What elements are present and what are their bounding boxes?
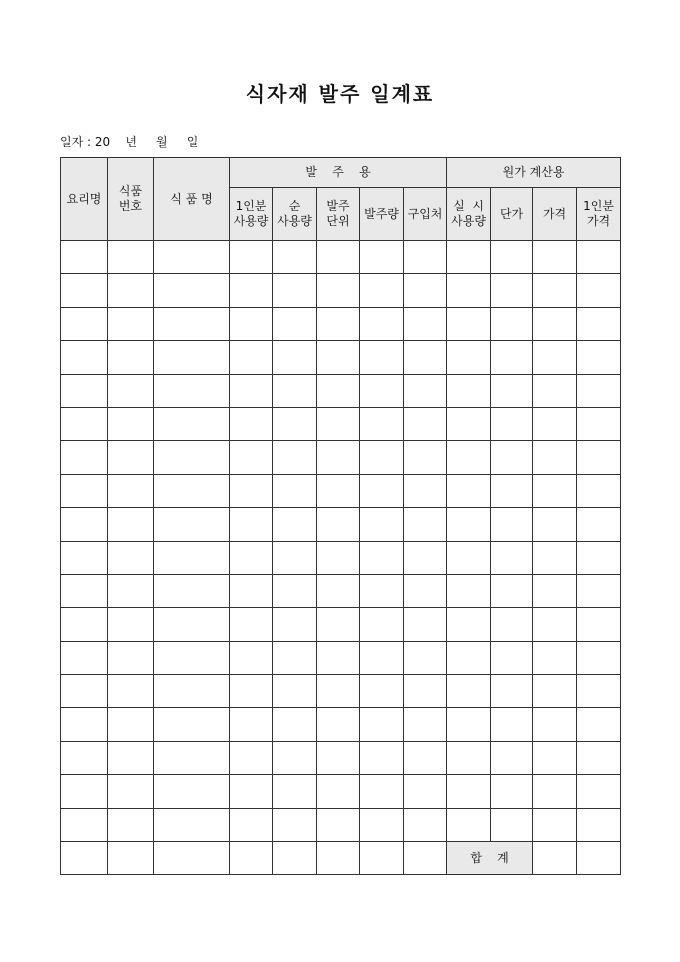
table-row bbox=[61, 675, 621, 708]
total-label: 합 계 bbox=[447, 842, 533, 875]
order-sheet-table bbox=[60, 157, 621, 875]
date-line: 일자 : 20 년 월 일 bbox=[60, 135, 199, 149]
table-row bbox=[61, 775, 621, 808]
table-cell[interactable] bbox=[230, 341, 273, 374]
table-cell[interactable] bbox=[273, 307, 317, 340]
table-cell[interactable] bbox=[273, 842, 317, 875]
table-cell[interactable] bbox=[360, 641, 404, 674]
table-cell[interactable] bbox=[404, 775, 447, 808]
table-cell[interactable] bbox=[154, 708, 230, 741]
header-food-number: 식품 번호 bbox=[108, 158, 154, 241]
table-cell[interactable] bbox=[108, 842, 154, 875]
table-cell[interactable] bbox=[577, 675, 621, 708]
table-cell[interactable] bbox=[533, 307, 577, 340]
table-cell[interactable] bbox=[533, 407, 577, 440]
table-cell[interactable] bbox=[491, 307, 533, 340]
table-cell[interactable] bbox=[404, 341, 447, 374]
table-cell[interactable] bbox=[533, 474, 577, 507]
table-cell[interactable] bbox=[61, 474, 108, 507]
table-cell[interactable] bbox=[404, 307, 447, 340]
table-cell[interactable] bbox=[577, 508, 621, 541]
table-cell[interactable] bbox=[404, 641, 447, 674]
table-cell[interactable] bbox=[404, 708, 447, 741]
table-cell[interactable] bbox=[447, 574, 491, 607]
table-row bbox=[61, 474, 621, 507]
table-cell[interactable] bbox=[447, 274, 491, 307]
table-cell[interactable] bbox=[154, 808, 230, 841]
table-cell[interactable] bbox=[360, 508, 404, 541]
table-cell[interactable] bbox=[230, 842, 273, 875]
table-cell[interactable] bbox=[108, 441, 154, 474]
table-cell[interactable] bbox=[491, 407, 533, 440]
table-cell[interactable] bbox=[273, 608, 317, 641]
table-cell[interactable] bbox=[360, 675, 404, 708]
table-cell[interactable] bbox=[230, 508, 273, 541]
table-cell[interactable] bbox=[230, 241, 273, 274]
table-cell[interactable] bbox=[230, 441, 273, 474]
table-cell[interactable] bbox=[360, 842, 404, 875]
table-cell[interactable] bbox=[577, 407, 621, 440]
table-cell[interactable] bbox=[404, 842, 447, 875]
table-cell[interactable] bbox=[230, 541, 273, 574]
table-cell[interactable] bbox=[273, 775, 317, 808]
table-cell[interactable] bbox=[447, 641, 491, 674]
table-cell[interactable] bbox=[273, 741, 317, 774]
table-row bbox=[61, 641, 621, 674]
table-cell[interactable] bbox=[577, 741, 621, 774]
table-cell[interactable] bbox=[533, 241, 577, 274]
table-cell[interactable] bbox=[61, 307, 108, 340]
table-cell[interactable] bbox=[273, 374, 317, 407]
table-cell[interactable] bbox=[154, 274, 230, 307]
table-row bbox=[61, 341, 621, 374]
table-cell[interactable] bbox=[317, 641, 360, 674]
header-net-use: 순 사용량 bbox=[273, 188, 317, 241]
table-cell[interactable] bbox=[404, 441, 447, 474]
table-cell[interactable] bbox=[61, 708, 108, 741]
table-cell[interactable] bbox=[360, 808, 404, 841]
table-cell[interactable] bbox=[61, 775, 108, 808]
table-cell[interactable] bbox=[273, 241, 317, 274]
table-cell[interactable] bbox=[360, 341, 404, 374]
table-cell[interactable] bbox=[360, 441, 404, 474]
table-cell[interactable] bbox=[404, 241, 447, 274]
table-cell[interactable] bbox=[108, 741, 154, 774]
table-cell[interactable] bbox=[108, 641, 154, 674]
table-cell[interactable] bbox=[61, 407, 108, 440]
table-cell[interactable] bbox=[317, 574, 360, 607]
table-cell[interactable] bbox=[317, 541, 360, 574]
table-cell[interactable] bbox=[273, 808, 317, 841]
table-cell[interactable] bbox=[230, 708, 273, 741]
header-actual-use: 실 시 사용량 bbox=[447, 188, 491, 241]
table-cell[interactable] bbox=[491, 341, 533, 374]
table-cell[interactable] bbox=[273, 508, 317, 541]
table-cell[interactable] bbox=[108, 608, 154, 641]
header-row-1 bbox=[61, 158, 621, 188]
table-cell[interactable] bbox=[230, 474, 273, 507]
table-cell[interactable] bbox=[273, 675, 317, 708]
table-cell[interactable] bbox=[108, 407, 154, 440]
table-cell[interactable] bbox=[273, 407, 317, 440]
table-cell[interactable] bbox=[447, 541, 491, 574]
table-cell[interactable] bbox=[360, 775, 404, 808]
table-cell[interactable] bbox=[533, 274, 577, 307]
table-cell[interactable] bbox=[404, 608, 447, 641]
table-cell[interactable] bbox=[317, 341, 360, 374]
table-row bbox=[61, 274, 621, 307]
table-row bbox=[61, 374, 621, 407]
table-cell[interactable] bbox=[360, 608, 404, 641]
table-cell[interactable] bbox=[577, 808, 621, 841]
table-cell[interactable] bbox=[317, 842, 360, 875]
table-cell[interactable] bbox=[533, 741, 577, 774]
table-cell[interactable] bbox=[230, 808, 273, 841]
table-cell[interactable] bbox=[533, 374, 577, 407]
table-cell[interactable] bbox=[533, 641, 577, 674]
table-cell[interactable] bbox=[360, 741, 404, 774]
table-cell[interactable] bbox=[154, 842, 230, 875]
table-cell[interactable] bbox=[360, 407, 404, 440]
table-cell[interactable] bbox=[491, 741, 533, 774]
table-cell[interactable] bbox=[447, 808, 491, 841]
table-row bbox=[61, 574, 621, 607]
table-cell[interactable] bbox=[447, 474, 491, 507]
table-cell[interactable] bbox=[317, 274, 360, 307]
table-cell[interactable] bbox=[577, 441, 621, 474]
table-cell[interactable] bbox=[230, 274, 273, 307]
table-cell[interactable] bbox=[61, 541, 108, 574]
table-cell[interactable] bbox=[577, 274, 621, 307]
total-row bbox=[61, 842, 621, 875]
table-cell[interactable] bbox=[447, 508, 491, 541]
table-cell[interactable] bbox=[230, 641, 273, 674]
table-cell[interactable] bbox=[154, 508, 230, 541]
table-cell[interactable] bbox=[273, 474, 317, 507]
table-cell[interactable] bbox=[154, 675, 230, 708]
table-cell[interactable] bbox=[577, 374, 621, 407]
table-cell[interactable] bbox=[447, 407, 491, 440]
table-cell[interactable] bbox=[404, 407, 447, 440]
header-unit-price: 단가 bbox=[491, 188, 533, 241]
table-cell[interactable] bbox=[230, 675, 273, 708]
table-cell[interactable] bbox=[108, 307, 154, 340]
table-cell[interactable] bbox=[533, 508, 577, 541]
table-cell[interactable] bbox=[230, 374, 273, 407]
table-cell[interactable] bbox=[273, 541, 317, 574]
table-cell[interactable] bbox=[154, 741, 230, 774]
table-cell[interactable] bbox=[108, 808, 154, 841]
table-cell[interactable] bbox=[317, 708, 360, 741]
table-cell[interactable] bbox=[108, 574, 154, 607]
table-cell[interactable] bbox=[447, 307, 491, 340]
table-cell[interactable] bbox=[491, 374, 533, 407]
table-cell[interactable] bbox=[317, 407, 360, 440]
table-cell[interactable] bbox=[491, 241, 533, 274]
table-cell[interactable] bbox=[360, 374, 404, 407]
table-cell[interactable] bbox=[447, 341, 491, 374]
table-cell[interactable] bbox=[154, 307, 230, 340]
table-cell[interactable] bbox=[154, 574, 230, 607]
table-cell[interactable] bbox=[447, 374, 491, 407]
table-cell[interactable] bbox=[533, 541, 577, 574]
table-cell[interactable] bbox=[61, 808, 108, 841]
table-cell[interactable] bbox=[577, 608, 621, 641]
table-row bbox=[61, 441, 621, 474]
table-cell[interactable] bbox=[491, 508, 533, 541]
table-cell[interactable] bbox=[61, 842, 108, 875]
table-cell[interactable] bbox=[491, 775, 533, 808]
total-price-cell[interactable] bbox=[533, 842, 577, 875]
table-cell[interactable] bbox=[317, 808, 360, 841]
table-cell[interactable] bbox=[533, 708, 577, 741]
table-cell[interactable] bbox=[154, 775, 230, 808]
table-cell[interactable] bbox=[491, 441, 533, 474]
table-cell[interactable] bbox=[533, 574, 577, 607]
table-cell[interactable] bbox=[404, 374, 447, 407]
table-cell[interactable] bbox=[491, 274, 533, 307]
total-per-person-price-cell[interactable] bbox=[577, 842, 621, 875]
table-cell[interactable] bbox=[533, 675, 577, 708]
table-cell[interactable] bbox=[108, 675, 154, 708]
table-cell[interactable] bbox=[61, 374, 108, 407]
table-cell[interactable] bbox=[360, 474, 404, 507]
table-cell[interactable] bbox=[61, 508, 108, 541]
table-cell[interactable] bbox=[273, 341, 317, 374]
table-cell[interactable] bbox=[577, 341, 621, 374]
table-cell[interactable] bbox=[154, 474, 230, 507]
table-cell[interactable] bbox=[491, 708, 533, 741]
table-cell[interactable] bbox=[154, 608, 230, 641]
table-cell[interactable] bbox=[491, 574, 533, 607]
table-cell[interactable] bbox=[273, 274, 317, 307]
page-title: 식자재 발주 일계표 bbox=[245, 82, 435, 106]
table-cell[interactable] bbox=[154, 641, 230, 674]
table-cell[interactable] bbox=[447, 708, 491, 741]
table-cell[interactable] bbox=[230, 608, 273, 641]
table-cell[interactable] bbox=[360, 541, 404, 574]
table-cell[interactable] bbox=[273, 708, 317, 741]
table-row bbox=[61, 407, 621, 440]
table-cell[interactable] bbox=[108, 708, 154, 741]
table-cell[interactable] bbox=[447, 675, 491, 708]
table-cell[interactable] bbox=[108, 374, 154, 407]
table-cell[interactable] bbox=[230, 574, 273, 607]
header-per-person-use: 1인분 사용량 bbox=[230, 188, 273, 241]
table-cell[interactable] bbox=[447, 775, 491, 808]
table-cell[interactable] bbox=[491, 675, 533, 708]
table-cell[interactable] bbox=[154, 441, 230, 474]
table-cell[interactable] bbox=[491, 808, 533, 841]
table-cell[interactable] bbox=[317, 307, 360, 340]
table-cell[interactable] bbox=[491, 641, 533, 674]
table-cell[interactable] bbox=[577, 708, 621, 741]
table-cell[interactable] bbox=[317, 741, 360, 774]
table-row bbox=[61, 541, 621, 574]
table-cell[interactable] bbox=[317, 775, 360, 808]
table-row bbox=[61, 708, 621, 741]
table-cell[interactable] bbox=[317, 508, 360, 541]
table-cell[interactable] bbox=[154, 341, 230, 374]
table-cell[interactable] bbox=[273, 641, 317, 674]
table-cell[interactable] bbox=[577, 307, 621, 340]
table-row bbox=[61, 307, 621, 340]
table-cell[interactable] bbox=[108, 274, 154, 307]
table-cell[interactable] bbox=[317, 474, 360, 507]
table-cell[interactable] bbox=[360, 708, 404, 741]
table-cell[interactable] bbox=[317, 441, 360, 474]
table-cell[interactable] bbox=[108, 241, 154, 274]
table-cell[interactable] bbox=[61, 741, 108, 774]
table-cell[interactable] bbox=[360, 307, 404, 340]
table-cell[interactable] bbox=[230, 407, 273, 440]
table-cell[interactable] bbox=[360, 574, 404, 607]
table-cell[interactable] bbox=[577, 241, 621, 274]
table-cell[interactable] bbox=[108, 775, 154, 808]
table-cell[interactable] bbox=[273, 574, 317, 607]
table-cell[interactable] bbox=[61, 641, 108, 674]
header-food-name: 식 품 명 bbox=[154, 158, 230, 241]
table-cell[interactable] bbox=[317, 374, 360, 407]
table-row bbox=[61, 741, 621, 774]
table-cell[interactable] bbox=[491, 474, 533, 507]
table-cell[interactable] bbox=[404, 474, 447, 507]
table-cell[interactable] bbox=[491, 608, 533, 641]
header-per-person-price: 1인분 가격 bbox=[577, 188, 621, 241]
table-cell[interactable] bbox=[61, 241, 108, 274]
table-cell[interactable] bbox=[108, 508, 154, 541]
table-cell[interactable] bbox=[447, 441, 491, 474]
table-cell[interactable] bbox=[533, 441, 577, 474]
table-cell[interactable] bbox=[230, 741, 273, 774]
table-cell[interactable] bbox=[404, 808, 447, 841]
table-row bbox=[61, 241, 621, 274]
table-cell[interactable] bbox=[108, 341, 154, 374]
table-row bbox=[61, 608, 621, 641]
table-cell[interactable] bbox=[533, 608, 577, 641]
table-cell[interactable] bbox=[108, 474, 154, 507]
table-cell[interactable] bbox=[108, 541, 154, 574]
table-cell[interactable] bbox=[447, 741, 491, 774]
table-body bbox=[61, 241, 621, 842]
table-cell[interactable] bbox=[61, 675, 108, 708]
table-cell[interactable] bbox=[577, 641, 621, 674]
table-cell[interactable] bbox=[533, 808, 577, 841]
header-dish-name: 요리명 bbox=[61, 158, 108, 241]
table-cell[interactable] bbox=[154, 374, 230, 407]
table-cell[interactable] bbox=[404, 508, 447, 541]
table-cell[interactable] bbox=[230, 307, 273, 340]
table-cell[interactable] bbox=[447, 608, 491, 641]
table-cell[interactable] bbox=[577, 775, 621, 808]
table-cell[interactable] bbox=[491, 541, 533, 574]
header-order-unit: 발주 단위 bbox=[317, 188, 360, 241]
table-cell[interactable] bbox=[533, 775, 577, 808]
table-cell[interactable] bbox=[533, 341, 577, 374]
table-cell[interactable] bbox=[577, 541, 621, 574]
header-supplier: 구입처 bbox=[404, 188, 447, 241]
header-price: 가격 bbox=[533, 188, 577, 241]
table-cell[interactable] bbox=[404, 274, 447, 307]
table-cell[interactable] bbox=[154, 241, 230, 274]
header-order-group: 발 주 용 bbox=[230, 158, 447, 188]
table-cell[interactable] bbox=[317, 608, 360, 641]
table-row bbox=[61, 508, 621, 541]
table-cell[interactable] bbox=[273, 441, 317, 474]
table-row bbox=[61, 808, 621, 841]
table-cell[interactable] bbox=[404, 741, 447, 774]
table-cell[interactable] bbox=[447, 241, 491, 274]
table-cell[interactable] bbox=[61, 274, 108, 307]
table-cell[interactable] bbox=[317, 241, 360, 274]
table-cell[interactable] bbox=[61, 574, 108, 607]
table-cell[interactable] bbox=[61, 341, 108, 374]
table-cell[interactable] bbox=[360, 274, 404, 307]
header-cost-group: 원가 계산용 bbox=[447, 158, 621, 188]
table-cell[interactable] bbox=[154, 407, 230, 440]
table-cell[interactable] bbox=[577, 474, 621, 507]
table-cell[interactable] bbox=[61, 608, 108, 641]
table-cell[interactable] bbox=[230, 775, 273, 808]
table-cell[interactable] bbox=[404, 675, 447, 708]
table-cell[interactable] bbox=[154, 541, 230, 574]
table-cell[interactable] bbox=[360, 241, 404, 274]
table-cell[interactable] bbox=[317, 675, 360, 708]
table-cell[interactable] bbox=[404, 541, 447, 574]
header-order-qty: 발주량 bbox=[360, 188, 404, 241]
table-cell[interactable] bbox=[61, 441, 108, 474]
table-cell[interactable] bbox=[404, 574, 447, 607]
table-cell[interactable] bbox=[577, 574, 621, 607]
